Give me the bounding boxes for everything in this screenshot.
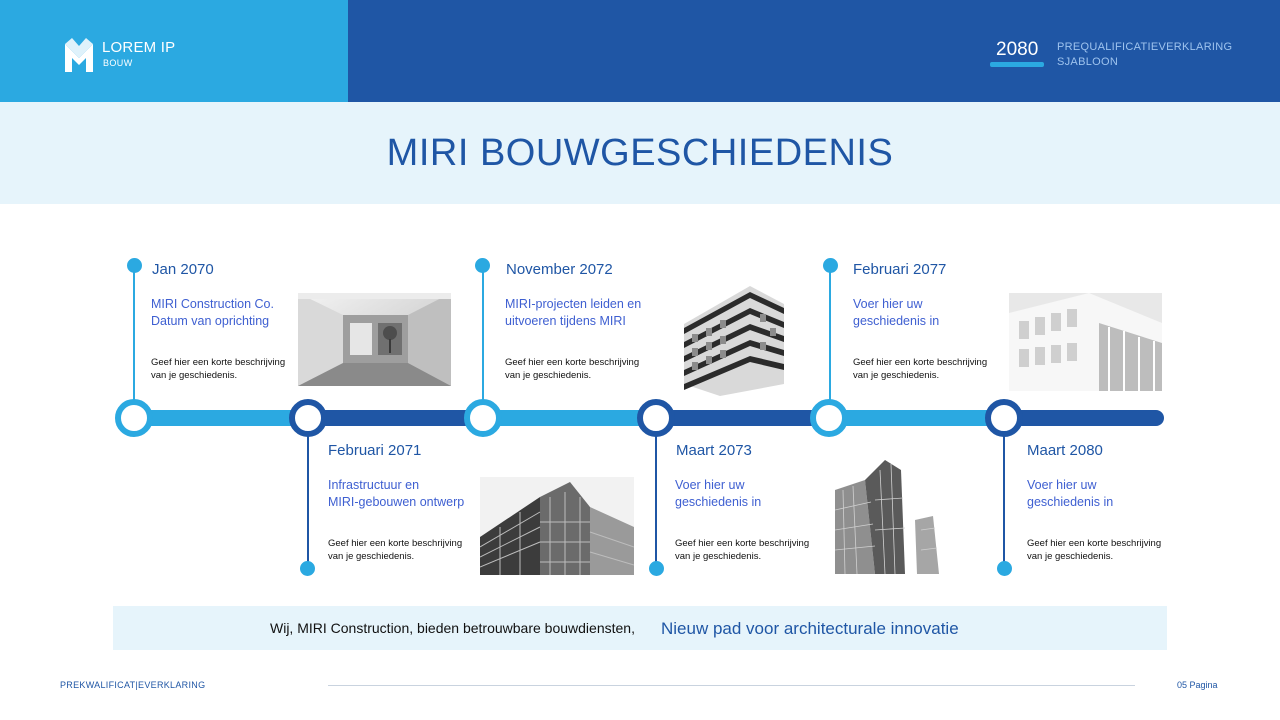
event-description-line: Geef hier een korte beschrijving [675, 538, 810, 549]
document-title-line2: SJABLOON [1057, 56, 1119, 68]
event-heading-line: Datum van oprichting [151, 314, 270, 328]
timeline-dot [649, 561, 664, 576]
event-description-line: van je geschiedenis. [675, 551, 762, 562]
m-logo-icon [63, 38, 95, 72]
timeline-node [810, 399, 848, 437]
event-description-line: van je geschiedenis. [151, 370, 238, 381]
event-heading-line: MIRI-gebouwen ontwerp [328, 495, 465, 509]
event-date: Februari 2071 [328, 442, 422, 459]
header-year: 2080 [996, 39, 1039, 60]
event-description-line: van je geschiedenis. [853, 370, 940, 381]
document-title [1057, 40, 1232, 70]
timeline-segment [134, 410, 308, 426]
event-description-line: Geef hier een korte beschrijving [853, 357, 988, 368]
event-description-line: Geef hier een korte beschrijving [1027, 538, 1162, 549]
brand-subtitle: BOUW [103, 58, 133, 68]
event-description-line: Geef hier een korte beschrijving [328, 538, 463, 549]
footer-divider [328, 685, 1135, 686]
event-description [151, 356, 285, 382]
timeline-stem [655, 434, 657, 568]
event-description [505, 356, 639, 382]
event-date: Maart 2073 [676, 442, 752, 459]
event-heading-line: geschiedenis in [675, 495, 762, 509]
event-heading-line: geschiedenis in [853, 314, 940, 328]
timeline-dot [997, 561, 1012, 576]
event-heading-line: uitvoeren tijdens MIRI [505, 314, 626, 328]
event-heading [675, 477, 761, 511]
glass-towers-photo [480, 477, 634, 575]
event-date: November 2072 [506, 261, 613, 278]
timeline-node [464, 399, 502, 437]
event-description-line: van je geschiedenis. [1027, 551, 1114, 562]
event-description-line: van je geschiedenis. [328, 551, 415, 562]
event-description-line: Geef hier een korte beschrijving [505, 357, 640, 368]
event-description [853, 356, 987, 382]
apartment-tower-photo [680, 284, 788, 396]
timeline-segment [1004, 410, 1164, 426]
event-heading [328, 477, 464, 511]
event-description [328, 537, 462, 563]
timeline-dot [127, 258, 142, 273]
timeline-stem [133, 268, 135, 402]
event-description-line: van je geschiedenis. [505, 370, 592, 381]
timeline-stem [307, 434, 309, 568]
tagline-main: Wij, MIRI Construction, bieden betrouwbare bouwdiensten, [270, 620, 635, 636]
tagline-accent: Nieuw pad voor architecturale innovatie [661, 619, 959, 638]
timeline-segment [308, 410, 483, 426]
event-description [1027, 537, 1161, 563]
event-date: Februari 2077 [853, 261, 947, 278]
event-description-line: Geef hier een korte beschrijving [151, 357, 286, 368]
timeline-stem [829, 268, 831, 402]
skyscrapers-photo [835, 460, 941, 574]
event-heading [1027, 477, 1113, 511]
timeline-node [985, 399, 1023, 437]
event-heading [505, 296, 641, 330]
event-heading-line: Infrastructuur en [328, 478, 420, 492]
timeline-segment [483, 410, 656, 426]
brand-name: LOREM IP [102, 39, 176, 56]
event-heading-line: Voer hier uw [1027, 478, 1097, 492]
timeline-dot [475, 258, 490, 273]
event-date: Jan 2070 [152, 261, 214, 278]
footer-document-name: PREKWALIFICAT|EVERKLARING [60, 680, 206, 690]
timeline-node [637, 399, 675, 437]
white-facade-photo [1009, 293, 1162, 391]
event-heading-line: MIRI-projecten leiden en [505, 297, 642, 311]
interior-photo [298, 293, 451, 386]
timeline-dot [823, 258, 838, 273]
page-title: MIRI BOUWGESCHIEDENIS [386, 132, 894, 174]
timeline-node [289, 399, 327, 437]
timeline-dot [300, 561, 315, 576]
event-heading-line: Voer hier uw [853, 297, 923, 311]
event-heading [853, 296, 939, 330]
event-heading-line: Voer hier uw [675, 478, 745, 492]
timeline-segment [829, 410, 1004, 426]
event-heading [151, 296, 274, 330]
event-description [675, 537, 809, 563]
year-underline [990, 62, 1044, 67]
footer-page-number: 05 Pagina [1177, 680, 1218, 690]
document-title-line1: PREQUALIFICATIEVERKLARING [1057, 41, 1233, 53]
timeline-stem [1003, 434, 1005, 568]
timeline-stem [482, 268, 484, 402]
event-heading-line: geschiedenis in [1027, 495, 1114, 509]
event-heading-line: MIRI Construction Co. [151, 297, 274, 311]
timeline-node [115, 399, 153, 437]
timeline-segment [656, 410, 829, 426]
event-date: Maart 2080 [1027, 442, 1103, 459]
